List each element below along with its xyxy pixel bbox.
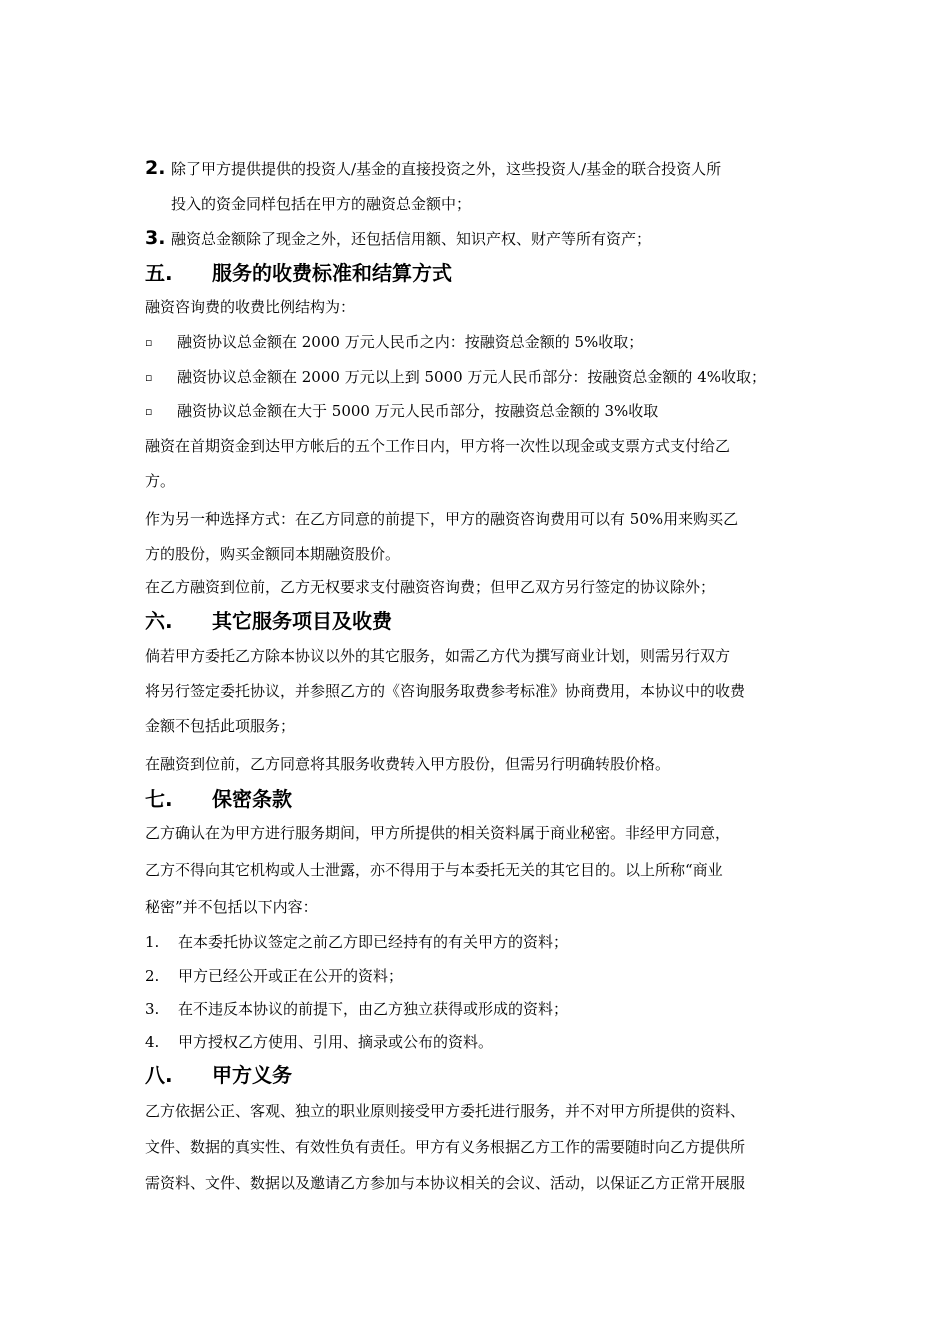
paragraph: 乙方不得向其它机构或人士泄露，亦不得用于与本委托无关的其它目的。以上所称“商业 xyxy=(145,861,723,879)
list-text: 甲方已经公开或正在公开的资料； xyxy=(178,967,404,985)
section-number: 八. xyxy=(145,1063,173,1087)
paragraph: 将另行签定委托协议，并参照乙方的《咨询服务取费参考标准》协商费用，本协议中的收费 xyxy=(145,682,746,700)
item-2-continuation: 投入的资金同样包括在甲方的融资总金额中； xyxy=(171,195,472,213)
list-text: 在不违反本协议的前提下，由乙方独立获得或形成的资料； xyxy=(178,1000,569,1018)
section-title: 甲方义务 xyxy=(212,1063,292,1087)
paragraph: 文件、数据的真实性、有效性负有责任。甲方有义务根据乙方工作的需要随时向乙方提供所 xyxy=(145,1138,746,1156)
item-3 xyxy=(145,228,651,249)
paragraph: 需资料、文件、数据以及邀请乙方参加与本协议相关的会议、活动，以保证乙方正常开展服 xyxy=(145,1174,746,1192)
fee-bullet-3 xyxy=(145,401,658,422)
item-number: 3. xyxy=(145,227,166,249)
section-8-heading xyxy=(145,1062,292,1088)
item-2 xyxy=(145,158,721,179)
paragraph: 乙方依据公正、客观、独立的职业原则接受甲方委托进行服务，并不对甲方所提供的资料、 xyxy=(145,1102,746,1120)
paragraph: 方的股份，购买金额同本期融资股价。 xyxy=(145,545,401,563)
section-title: 保密条款 xyxy=(212,787,292,811)
list-item xyxy=(145,999,568,1019)
paragraph: 在乙方融资到位前，乙方无权要求支付融资咨询费；但甲乙双方另行签定的协议除外； xyxy=(145,578,716,596)
section-7-heading xyxy=(145,786,292,812)
list-number: 1. xyxy=(145,933,160,951)
paragraph: 作为另一种选择方式：在乙方同意的前提下，甲方的融资咨询费用可以有 50%用来购买乙 xyxy=(145,510,739,528)
list-text: 甲方授权乙方使用、引用、摘录或公布的资料。 xyxy=(178,1033,494,1051)
bullet-text: 融资协议总金额在大于 5000 万元人民币部分，按融资总金额的 3%收取 xyxy=(177,402,659,420)
list-number: 4. xyxy=(145,1033,160,1051)
paragraph: 秘密”并不包括以下内容： xyxy=(145,898,318,916)
section-6-heading xyxy=(145,608,392,634)
bullet-text: 融资协议总金额在 2000 万元以上到 5000 万元人民币部分：按融资总金额的 4%收取； xyxy=(177,368,766,386)
section-number: 五. xyxy=(145,261,173,285)
bullet-text: 融资协议总金额在 2000 万元人民币之内：按融资总金额的 5%收取； xyxy=(177,333,644,351)
fee-bullet-2 xyxy=(145,367,766,388)
section-number: 七. xyxy=(145,787,173,811)
paragraph: 倘若甲方委托乙方除本协议以外的其它服务，如需乙方代为撰写商业计划，则需另行双方 xyxy=(145,647,731,665)
paragraph: 融资在首期资金到达甲方帐后的五个工作日内，甲方将一次性以现金或支票方式支付给乙 xyxy=(145,437,731,455)
list-item xyxy=(145,1032,493,1052)
list-text: 在本委托协议签定之前乙方即已经持有的有关甲方的资料； xyxy=(178,933,569,951)
section-title: 服务的收费标准和结算方式 xyxy=(212,261,452,285)
section-5-heading xyxy=(145,260,452,286)
fee-bullet-1 xyxy=(145,332,643,353)
paragraph: 在融资到位前，乙方同意将其服务收费转入甲方股份，但需另行明确转股价格。 xyxy=(145,755,671,773)
list-number: 3. xyxy=(145,1000,160,1018)
bullet-icon: ▫ xyxy=(145,336,153,349)
list-item xyxy=(145,932,568,952)
section-number: 六. xyxy=(145,609,173,633)
item-text: 融资总金额除了现金之外，还包括信用额、知识产权、财产等所有资产； xyxy=(171,230,652,248)
bullet-icon: ▫ xyxy=(145,405,153,418)
section-5-intro: 融资咨询费的收费比例结构为： xyxy=(145,298,356,316)
paragraph: 金额不包括此项服务； xyxy=(145,717,296,735)
paragraph: 方。 xyxy=(145,472,176,490)
list-number: 2. xyxy=(145,967,160,985)
item-text: 除了甲方提供提供的投资人/基金的直接投资之外，这些投资人/基金的联合投资人所 xyxy=(171,160,722,178)
list-item xyxy=(145,966,403,986)
bullet-icon: ▫ xyxy=(145,371,153,384)
section-title: 其它服务项目及收费 xyxy=(212,609,392,633)
item-number: 2. xyxy=(145,157,166,179)
paragraph: 乙方确认在为甲方进行服务期间，甲方所提供的相关资料属于商业秘密。非经甲方同意， xyxy=(145,824,731,842)
